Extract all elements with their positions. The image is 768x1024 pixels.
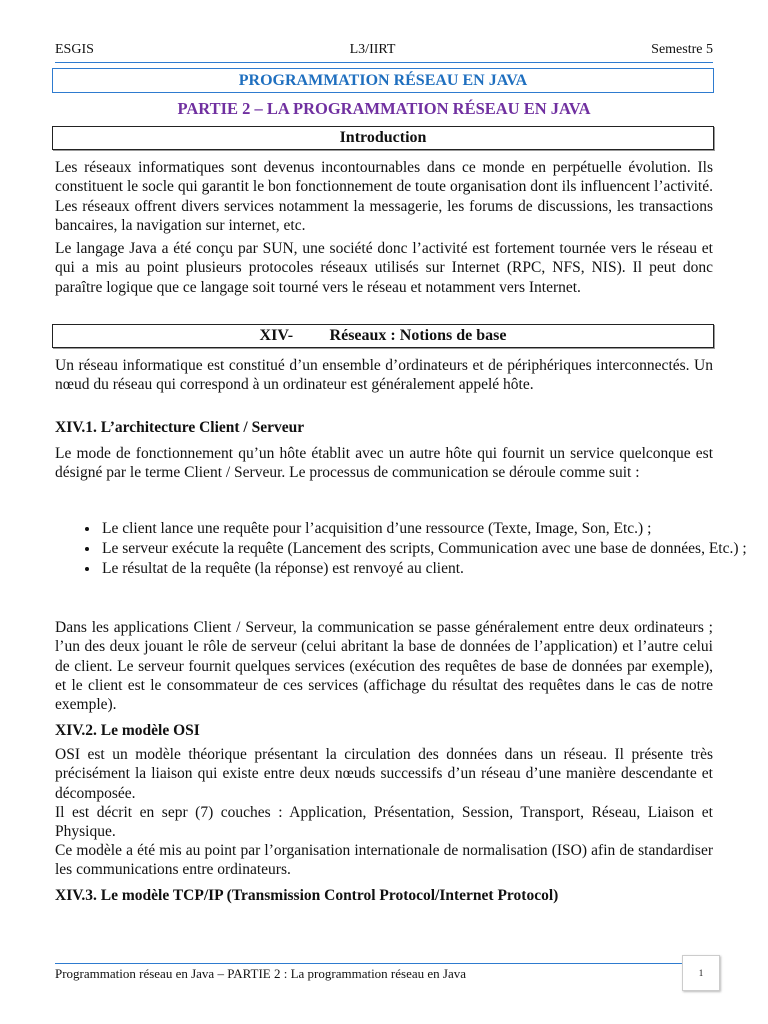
intro-paragraph-1: Les réseaux informatiques sont devenus incontournables dans ce monde en perpétuelle évolution. Ils constituent le socle qui garantit le bon fonctionnement de toute organisation dont ils influencent l’activité. Les réseaux offrent divers services notamment la messagerie, les forums de discussions, les transactions bancaires, la navigation sur internet, etc. — [55, 159, 713, 234]
section-heading — [52, 324, 714, 348]
list-item: • Le client lance une requête pour l’acquisition d’une ressource (Texte, Image, Son, Etc.) ; — [100, 519, 758, 539]
intro-paragraph-2: Le langage Java a été conçu par SUN, une société donc l’activité est fortement tournée vers le réseau et qui a mis au point plusieurs protocoles réseaux utilisés sur Internet (RPC, NFS, NIS). Il peut donc paraître logique que ce langage soit tourné vers le réseau et notamment vers Internet. — [55, 240, 713, 296]
document-title: PROGRAMMATION RÉSEAU EN JAVA — [52, 68, 714, 93]
subsection-2-paragraph-2: Il est décrit en sepr (7) couches : Application, Présentation, Session, Transport, Réseau, Liaison et Physique. — [55, 804, 713, 841]
subsection-2-paragraph-3: Ce modèle a été mis au point par l’organisation internationale de normalisation (ISO) afin de standardiser les communications entre ordinateurs. — [55, 842, 713, 879]
page-header — [55, 42, 713, 63]
intro-heading: Introduction — [52, 126, 714, 150]
subsection-2-paragraph-1: OSI est un modèle théorique présentant la circulation des données dans un réseau. Il présente très précisément la liaison qui existe entre deux nœuds successifs d’un réseau d’une manière descendante et décomposée. — [55, 746, 713, 802]
list-item: • Le serveur exécute la requête (Lancement des scripts, Communication avec une base de données, Etc.) ; — [100, 539, 758, 559]
page-footer: Programmation réseau en Java – PARTIE 2 : La programmation réseau en Java — [55, 963, 685, 982]
subsection-1-heading: XIV.1. L’architecture Client / Serveur — [55, 419, 305, 436]
section-paragraph: Un réseau informatique est constitué d’un ensemble d’ordinateurs et de périphériques interconnectés. Un nœud du réseau qui correspond à un ordinateur est généralement appelé hôte. — [55, 357, 713, 394]
header-school: ESGIS — [55, 42, 94, 57]
subsection-3-heading: XIV.3. Le modèle TCP/IP (Transmission Control Protocol/Internet Protocol) — [55, 887, 559, 904]
page-number: 1 — [682, 955, 720, 991]
section-title: Réseaux : Notions de base — [329, 327, 507, 344]
section-number: XIV- — [259, 327, 294, 344]
document-subtitle: PARTIE 2 – LA PROGRAMMATION RÉSEAU EN JAVA — [177, 99, 591, 118]
client-server-list — [55, 519, 758, 579]
subsection-1-paragraph-2: Dans les applications Client / Serveur, la communication se passe généralement entre deux ordinateurs ; l’un des deux jouant le rôle de serveur (celui abritant la base de données de l’application) et l’autre celui de client. Le serveur fournit quelques services (exécution des requêtes de base de données par exemple), et le client est le consommateur de ces services (affichage du résultat des requêtes dans le cas de notre exemple). — [55, 619, 713, 714]
header-semester: Semestre 5 — [651, 42, 713, 57]
subsection-1-paragraph-1: Le mode de fonctionnement qu’un hôte établit avec un autre hôte qui fournit un service quelconque est désigné par le terme Client / Serveur. Le processus de communication se déroule comme suit : — [55, 445, 713, 482]
subsection-2-heading: XIV.2. Le modèle OSI — [55, 722, 200, 739]
header-class: L3/IIRT — [349, 42, 396, 57]
list-item: • Le résultat de la requête (la réponse) est renvoyé au client. — [100, 559, 758, 579]
